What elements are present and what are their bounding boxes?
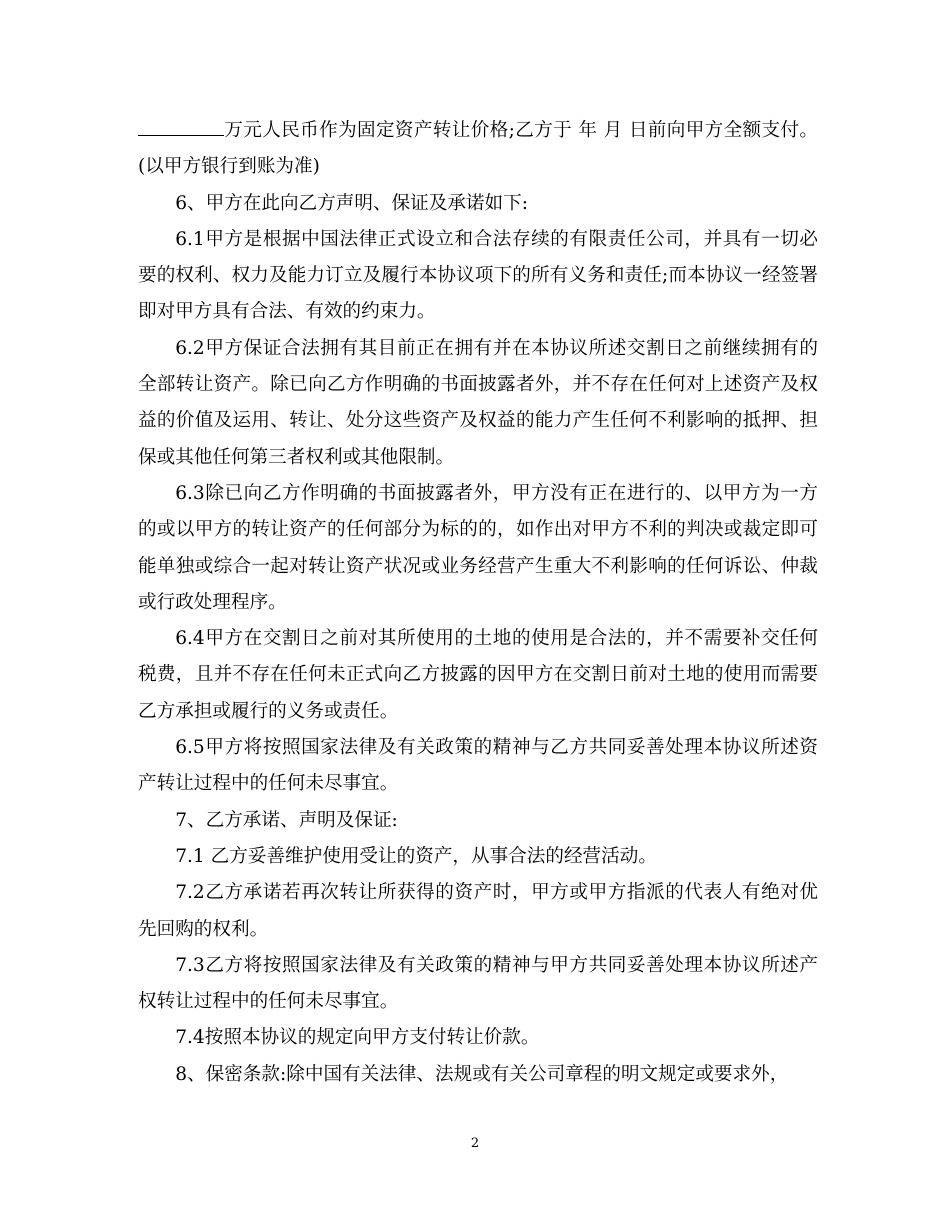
fill-in-blank bbox=[138, 117, 224, 136]
paragraph-7-2: 7.2乙方承诺若再次转让所获得的资产时，甲方或甲方指派的代表人有绝对优先回购的权利。 bbox=[138, 882, 818, 940]
paragraph-7-3: 7.3乙方将按照国家法律及有关政策的精神与甲方共同妥善处理本协议所述产权转让过程中的任何未尽事宜。 bbox=[138, 954, 818, 1013]
paragraph-6-2: 6.2甲方保证合法拥有其目前正在拥有并在本协议所述交割日之前继续拥有的全部转让资产。除已向乙方作明确的书面披露者外，并不存在任何对上述资产及权益的价值及运用、转让、处分这些资产及权益的能力产生任何不利影响的抵押、担保或其他任何第三者权利或其他限制。 bbox=[138, 337, 818, 468]
paragraph-7-4: 7.4按照本协议的规定向甲方支付转让价款。 bbox=[175, 1027, 540, 1049]
document-body bbox=[138, 113, 818, 1093]
paragraph-6-4: 6.4甲方在交割日之前对其所使用的土地的使用是合法的，并不需要补交任何税费，且并不存在任何未正式向乙方披露的因甲方在交割日前对土地的使用而需要乙方承担或履行的义务或责任。 bbox=[138, 628, 818, 722]
paragraph-price-clause: 万元人民币作为固定资产转让价格;乙方于 年 月 日前向甲方全额支付。(以甲方银行到账为准) bbox=[138, 113, 818, 186]
paragraph-section-8: 8、保密条款:除中国有关法律、法规或有关公司章程的明文规定或要求外， bbox=[175, 1063, 789, 1085]
paragraph-section-6-heading: 6、甲方在此向乙方声明、保证及承诺如下: bbox=[175, 192, 528, 214]
paragraph-6-5: 6.5甲方将按照国家法律及有关政策的精神与乙方共同妥善处理本协议所述资产转让过程中的任何未尽事宜。 bbox=[138, 737, 818, 795]
page-number: 2 bbox=[470, 1136, 480, 1151]
paragraph-7-1: 7.1 乙方妥善维护使用受让的资产，从事合法的经营活动。 bbox=[175, 845, 657, 867]
paragraph-6-1: 6.1甲方是根据中国法律正式设立和合法存续的有限责任公司，并具有一切必要的权利、权力及能力订立及履行本协议项下的所有义务和责任;而本协议一经签署即对甲方具有合法、有效的约束力。 bbox=[138, 228, 818, 323]
paragraph-6-3: 6.3除已向乙方作明确的书面披露者外，甲方没有正在进行的、以甲方为一方的或以甲方的转让资产的任何部分为标的的，如作出对甲方不利的判决或裁定即可能单独或综合一起对转让资产状况或业务经营产生重大不利影响的任何诉讼、仲裁或行政处理程序。 bbox=[138, 482, 818, 613]
paragraph-section-7-heading: 7、乙方承诺、声明及保证: bbox=[175, 809, 398, 831]
